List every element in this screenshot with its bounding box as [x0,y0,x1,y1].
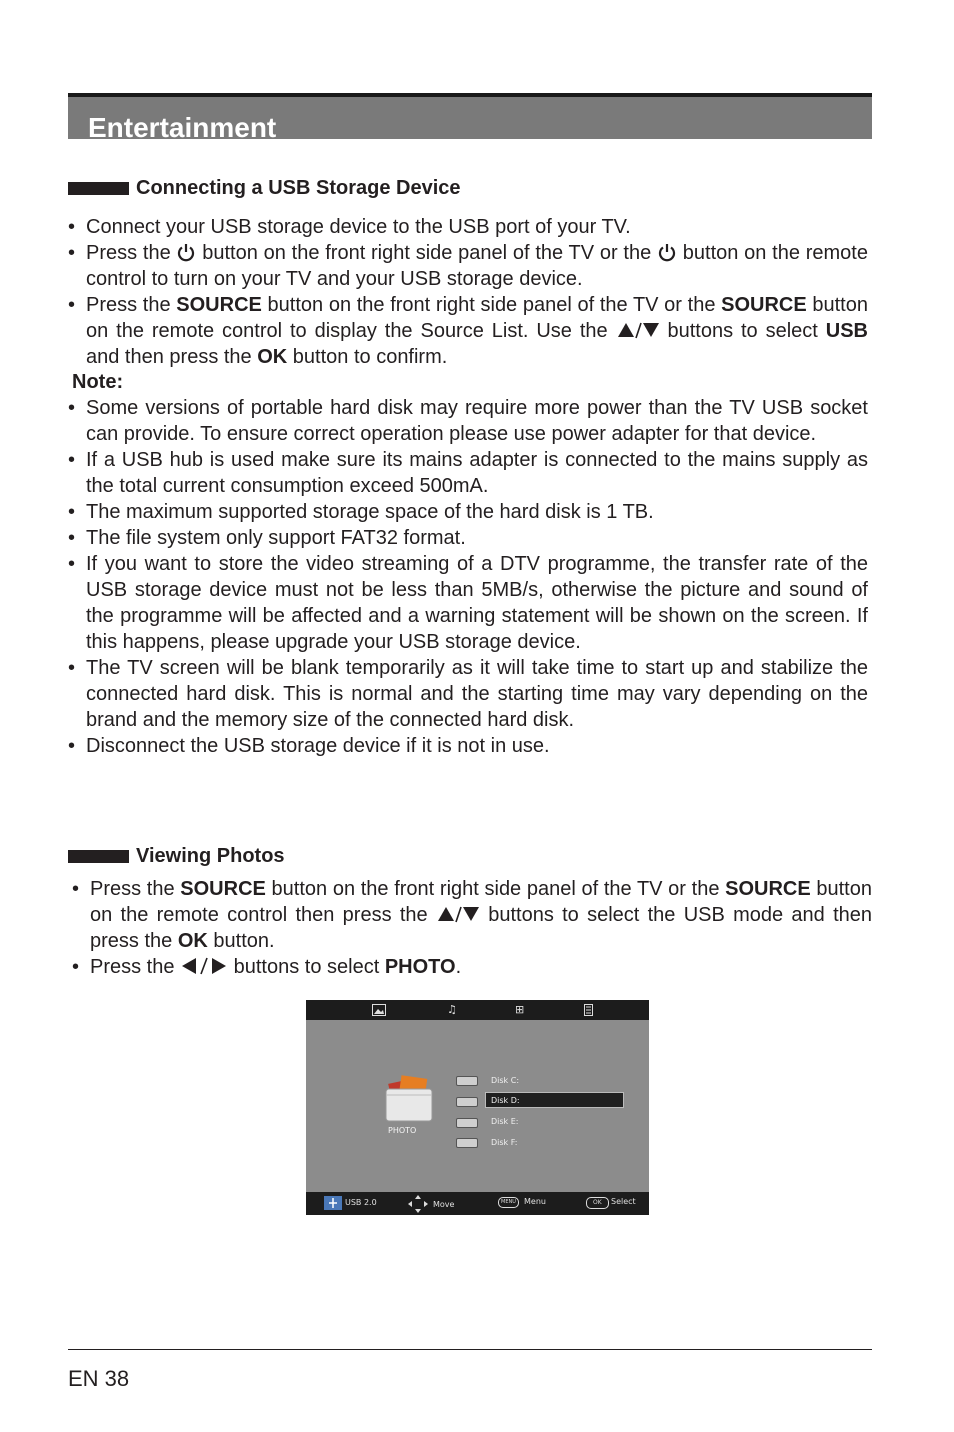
list-item: • The file system only support FAT32 format. [68,525,868,551]
menu-key-icon: MENU [498,1197,519,1208]
disk-icon [456,1097,478,1107]
section-heading-text: Connecting a USB Storage Device [136,177,461,199]
section-marker [68,182,129,195]
disk-icon [456,1138,478,1148]
usb-label: USB 2.0 [345,1198,377,1207]
tv-usb-screen [306,1000,649,1215]
list-item: • Connect your USB storage device to the USB port of your TV. [68,214,868,240]
move-arrows-icon [408,1195,428,1213]
disk-item[interactable]: Disk D: [491,1096,520,1105]
section-heading-usb [68,176,461,200]
tv-help-bar [306,1192,649,1215]
footer-divider [68,1349,872,1350]
photo-folder-icon [384,1075,434,1123]
menu-label: Menu [524,1197,546,1206]
header-bar [68,93,872,143]
disk-icon [456,1118,478,1128]
usb-steps-list [68,214,868,370]
media-type-bar [306,1000,649,1020]
note-label: Note: [72,371,124,393]
list-item: • Some versions of portable hard disk may require more power than the TV USB socket can provide. To ensure correct operation please use power adapter for that device. [68,395,868,447]
section-heading-text: Viewing Photos [136,845,285,867]
usb-device-icon [324,1196,342,1210]
page-number: EN 38 [68,1366,130,1391]
music-icon: ♫ [447,1003,457,1016]
photo-icon [372,1004,386,1016]
movie-icon: ⊞ [515,1003,525,1016]
text-icon [584,1004,593,1016]
up-down-arrow-icon [436,905,480,923]
disk-item[interactable]: Disk C: [491,1076,520,1085]
ok-key-icon: OK [586,1197,609,1209]
power-icon [657,242,677,262]
disk-item[interactable]: Disk F: [491,1138,518,1147]
list-item: • If a USB hub is used make sure its mains adapter is connected to the mains supply as the total current consumption exceed 500mA. [68,447,868,499]
move-label: Move [433,1200,455,1209]
disk-item[interactable]: Disk E: [491,1117,519,1126]
section-marker [68,850,129,863]
list-item: • Press the buttons to select PHOTO. [72,954,872,980]
page-title: Entertainment [88,112,277,143]
left-right-arrow-icon [180,957,228,975]
photo-steps-list [72,876,872,980]
list-item: • Disconnect the USB storage device if it is not in use. [68,733,868,759]
list-item: • Press the SOURCE button on the front right side panel of the TV or the SOURCE button on the remote control to display the Source List. Use the buttons to select USB and then press the OK button to confirm. [68,292,868,370]
select-label: Select [611,1197,636,1206]
list-item: • The TV screen will be blank temporarily as it will take time to start up and stabilize the connected hard disk. This is normal and the starting time may vary depending on the brand and the memory size of the connected hard disk. [68,655,868,733]
photo-label: PHOTO [388,1126,417,1135]
notes-list [68,395,868,759]
disk-icon [456,1076,478,1086]
up-down-arrow-icon [616,321,660,339]
section-heading-photos [68,844,285,868]
list-item: • If you want to store the video streaming of a DTV programme, the transfer rate of the USB storage device must not be less than 5MB/s, otherwise the picture and sound of the programme will be affected and a warning statement will be shown on the screen. If this happens, please upgrade your USB storage device. [68,551,868,655]
list-item: • Press the button on the front right side panel of the TV or the button on the remote control to turn on your TV and your USB storage device. [68,240,868,292]
list-item: • The maximum supported storage space of the hard disk is 1 TB. [68,499,868,525]
list-item: • Press the SOURCE button on the front right side panel of the TV or the SOURCE button on the remote control then press the buttons to select the USB mode and then press the OK button. [72,876,872,954]
power-icon [176,242,196,262]
